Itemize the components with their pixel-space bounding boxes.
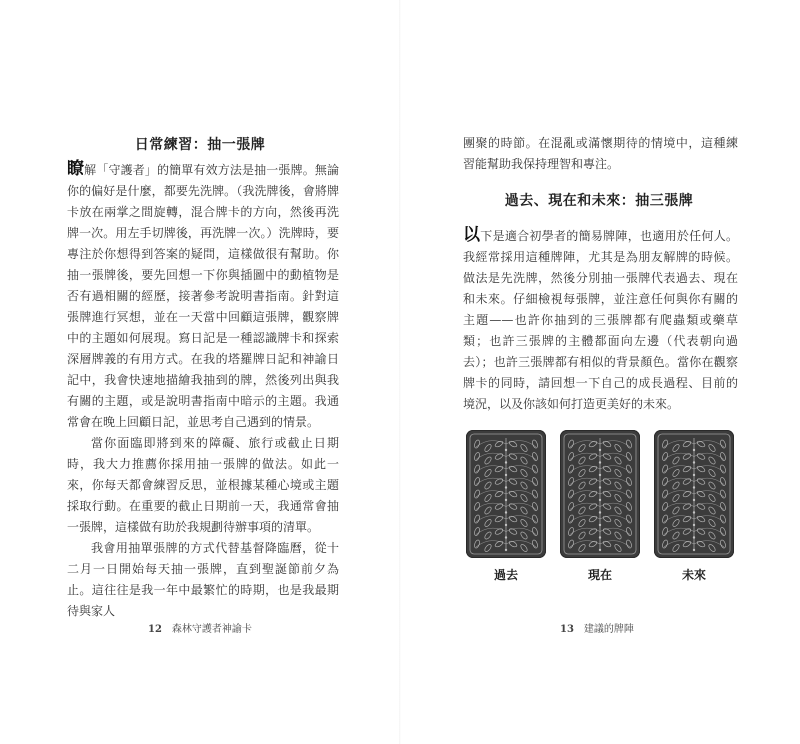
card-label-past: 過去 [493,568,518,582]
left-heading: 日常練習：抽一張牌 [134,137,266,153]
card-pattern [560,430,640,558]
book-title: 森林守護者神諭卡 [171,624,252,635]
card-label-present: 現在 [587,568,612,582]
card-spread [464,430,736,558]
left-body [67,160,339,622]
card-back-future [654,430,734,558]
left-paragraph-3: 我會用抽單張牌的方式代替基督降臨曆，從十二月一日開始每天抽一張牌，直到聖誕節前夕為止。這往往是我一年中最繁忙的時期，也是我最期待與家人 [67,541,339,618]
right-body [463,226,738,415]
right-paragraph-text: 下是適合初學者的簡易牌陣，也適用於任何人。我經常採用這種牌陣，尤其是為朋友解牌的時候。做法是先洗牌，然後分別抽一張牌代表過去、現在和未來。仔細檢視每張牌，並注意任何與你有關的主題——也許你抽到的三張牌都有爬蟲類或藥草類；也許三張牌的主體都面向左邊（代表朝向過去）；也許三張牌都有相似的背景顏色。當你在觀察牌卡的同時，請回想一下自己的成長過程、目前的境況，以及你該如何打造更美好的未來。 [463,229,738,411]
right-paragraph [463,226,738,415]
right-footer [560,620,634,635]
card-back-past [466,430,546,558]
right-page [400,0,800,744]
dropcap: 以 [463,225,481,245]
left-paragraph-1-text: 解「守護者」的簡單有效方法是抽一張牌。無論你的偏好是什麼，都要先洗牌。（我洗牌後，會將牌卡放在兩掌之間旋轉，混合牌卡的方向，然後再洗牌一次。用左手切牌後，再洗牌一次。）洗牌時，要專注於你想得到答案的疑問，這樣做很有幫助。你抽一張牌後，要先回想一下你與插圖中的動植物是否有過相關的經歷，接著參考說明書指南。針對這張牌進行冥想，並在一天當中回顧這張牌，觀察牌中的主題如何展現。寫日記是一種認識牌卡和探索深層牌義的有用方式。在我的塔羅牌日記和神諭日記中，我會快速地描繪我抽到的牌，然後列出與我有關的主題，或是說明書指南中暗示的主題。我通常會在晚上回顧日記，並思考自己遇到的情景。 [67,163,340,429]
right-heading: 過去、現在和未來：抽三張牌 [504,193,694,209]
chapter-title: 建議的牌陣 [583,624,634,635]
card-back-present [560,430,640,558]
card-pattern [654,430,734,558]
page-number: 12 [148,624,162,635]
left-footer [148,620,252,635]
right-continuation-text: 團聚的時節。在混亂或滿懷期待的情境中，這種練習能幫助我保持理智和專注。 [463,136,738,171]
left-paragraph-2: 當你面臨即將到來的障礙、旅行或截止日期時，我大力推薦你採用抽一張牌的做法。如此一來，你每天都會練習反思，並根據某種心境或主題採取行動。在重要的截止日期前一天，我通常會抽一張牌，這樣做有助於我規劃待辦事項的清單。 [67,436,339,534]
card-label-future: 未來 [681,568,706,582]
right-continuation [463,133,738,175]
left-paragraph-1 [67,160,339,433]
card-pattern [466,430,546,558]
dropcap: 瞭 [67,159,85,179]
page-number: 13 [560,624,574,635]
